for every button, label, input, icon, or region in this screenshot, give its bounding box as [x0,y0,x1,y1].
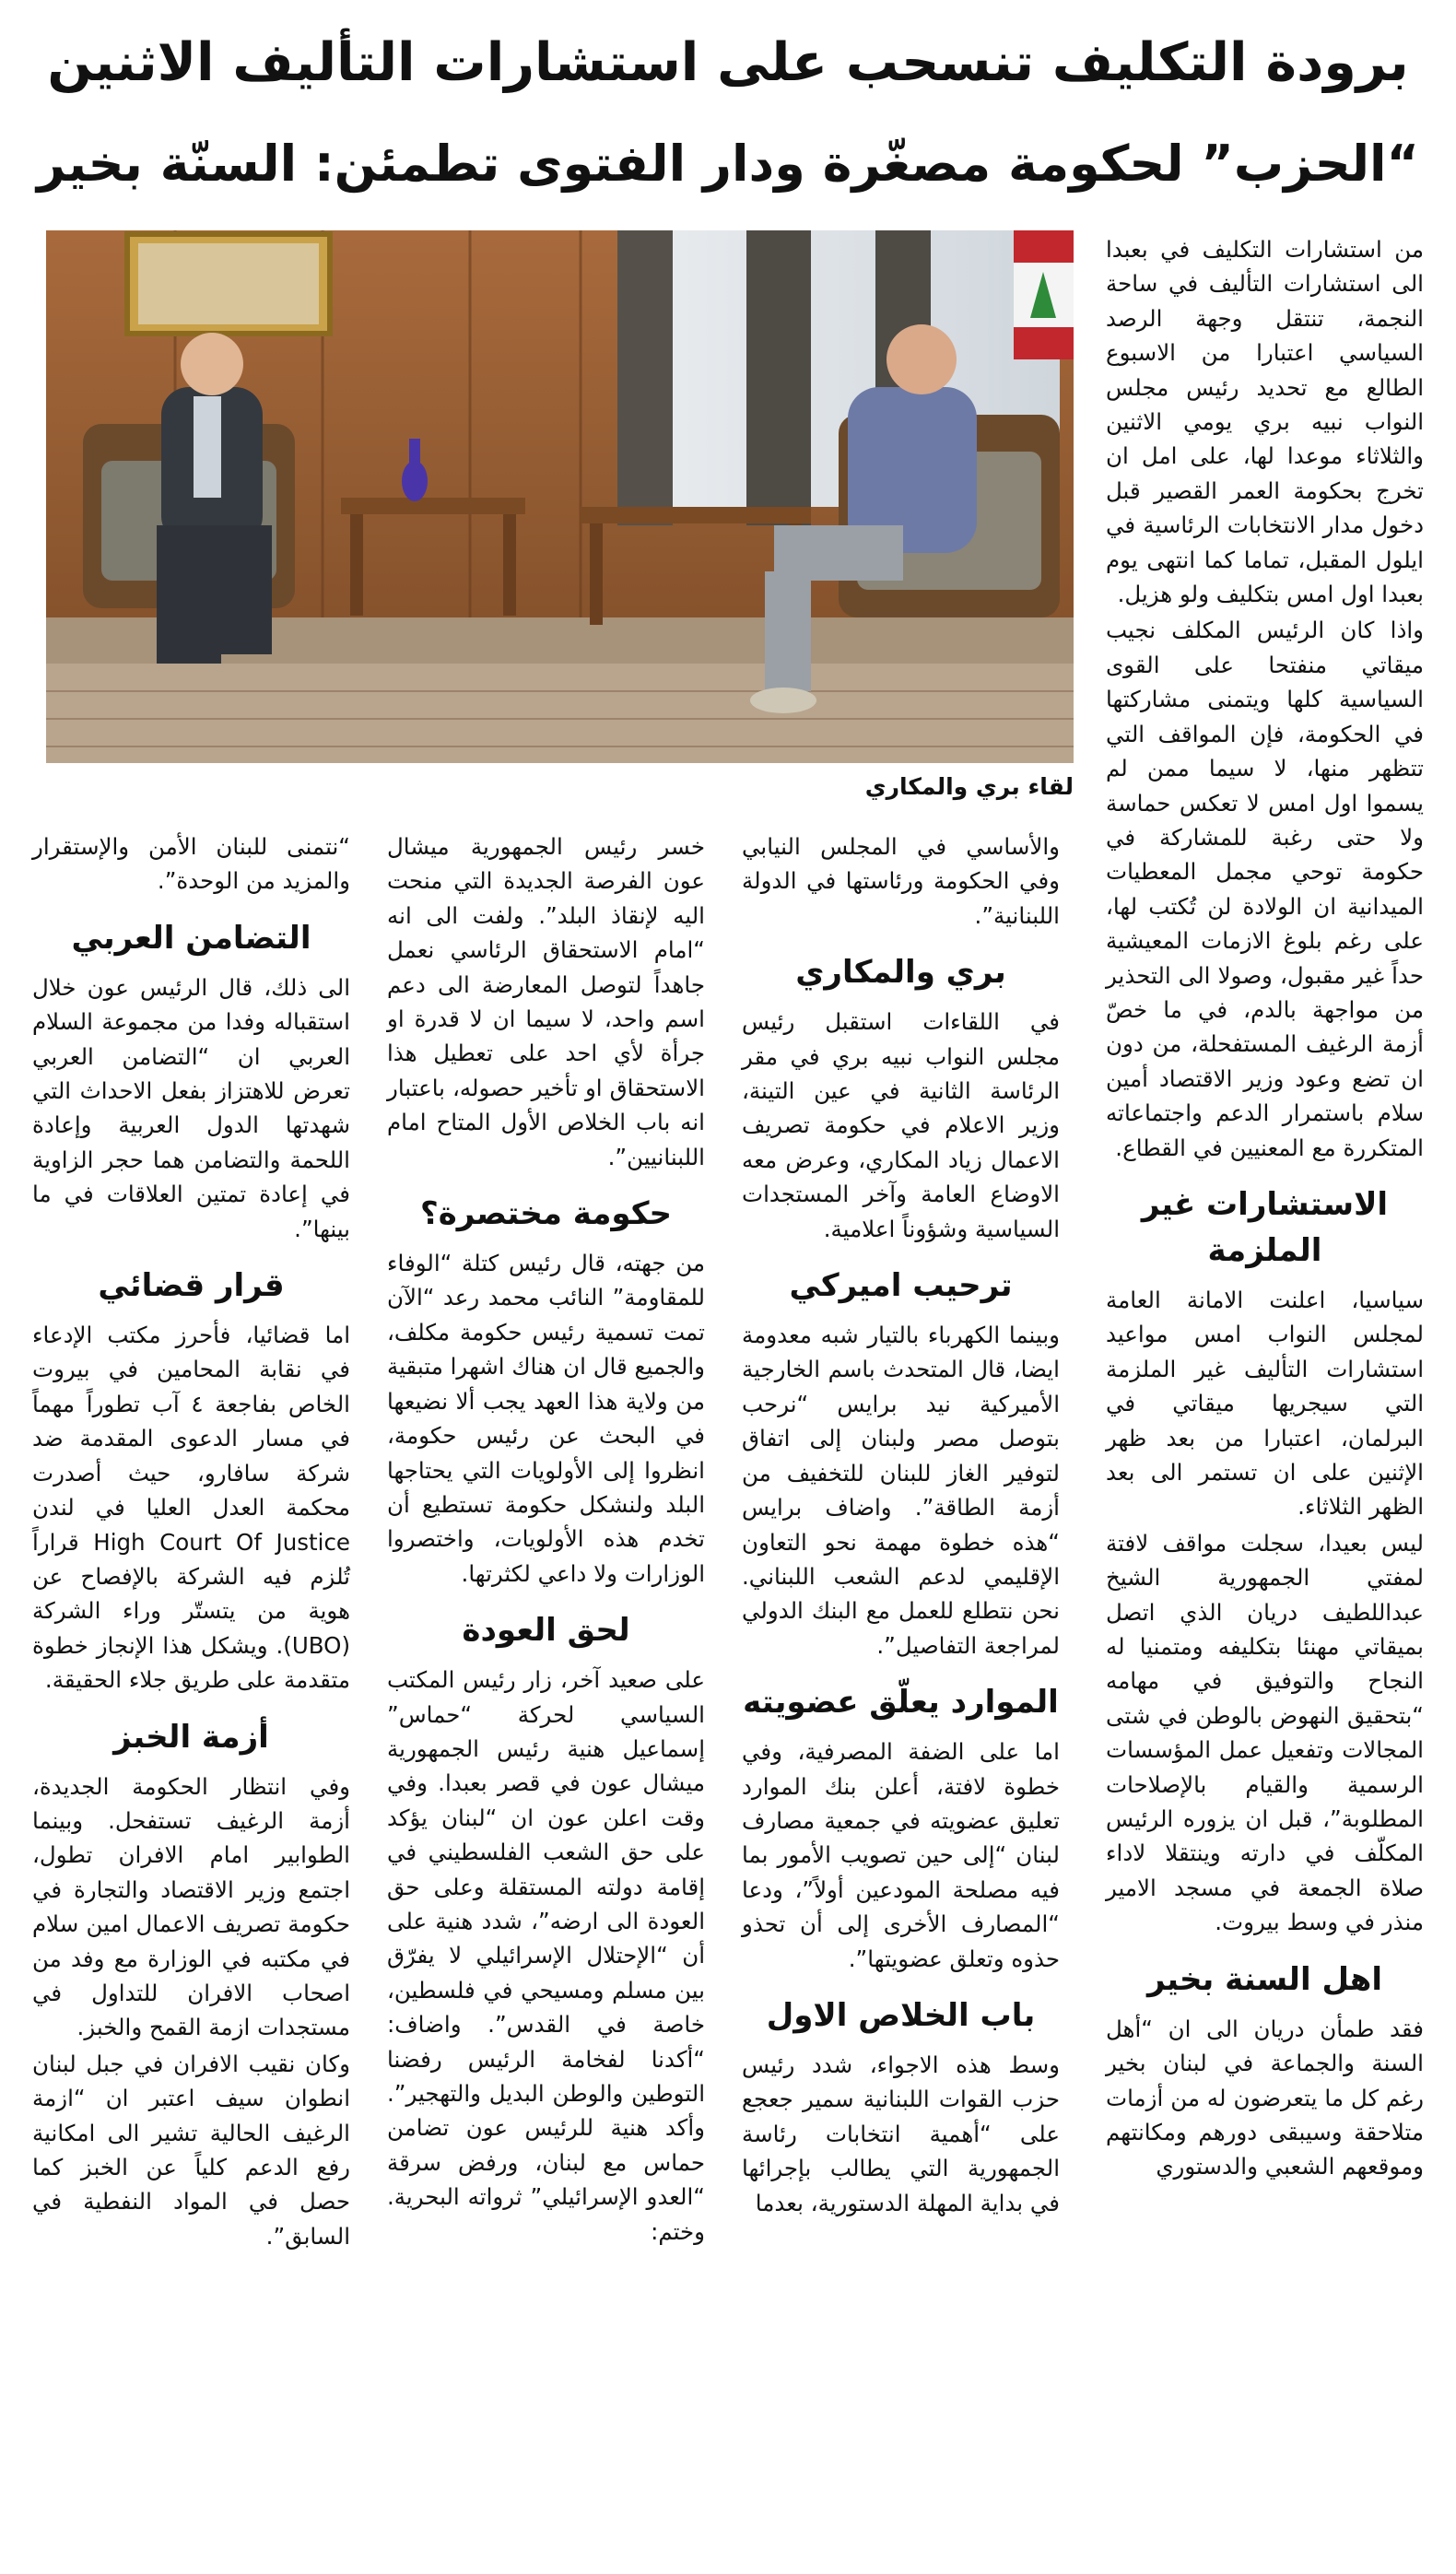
article-paragraph: فقد طمأن دريان الى ان “أهل السنة والجماعة في لبنان بخير رغم كل ما يتعرضون له من أزمات متلاحقة وسيبقى دورهم ومكانتهم وموقعهم الشعبي والدستوري [1106,2015,1424,2180]
section-heading: ترحيب اميركي [789,1267,1013,1305]
article-paragraph: من جهته، قال رئيس كتلة “الوفاء للمقاومة” النائب محمد رعد “الآن تمت تسمية رئيس حكومة مكلف، والجميع قال ان هناك اشهرا متبقية من ولاية هذا العهد يجب ألا نضيعها في البحث عن رئيس حكومة، انظروا إلى الأولويات التي يحتاجها البلد ولنشكل حكومة تستطيع أن تخدم هذه الأولويات، واختصروا الوزارات ولا داعي لكثرتها. [387,1250,705,1587]
article-paragraph: على صعيد آخر، زار رئيس المكتب السياسي لحركة “حماس” إسماعيل هنية رئيس الجمهورية ميشال عون في قصر بعبدا. وفي وقت اعلن عون ان “لبنان يؤكد على حق الشعب الفلسطيني في إقامة دولته المستقلة وعلى حق العودة الى ارضه”، شدد هنية على أن “الإحتلال الإسرائيلي لا يفرّق بين مسلم ومسيحي في فلسطين، خاصة في القدس”. واضاف: “أكدنا لفخامة الرئيس رفضنا التوطين والوطن البديل والتهجير”. وأكد هنية للرئيس عون تضامن حماس مع لبنان، ورفض سرقة “العدو الإسرائيلي” ثرواته البحرية. وختم: [387,1666,705,2245]
section-heading: بري والمكاري [795,954,1006,992]
article-paragraph: “نتمنى للبنان الأمن والإستقرار والمزيد من الوحدة”. [32,833,350,895]
headline-line-1: برودة التكليف تنسحب على استشارات التأليف الاثنين [47,32,1409,93]
article-column-4 [32,829,350,2553]
section-heading: الموارد يعلّق عضويته [743,1684,1059,1722]
article-paragraph: وسط هذه الاجواء، شدد رئيس حزب القوات اللبنانية سمير جعجع على “أهمية انتخابات رئاسة الجمهورية التي يطالب بإجرائها في بداية المهلة الدستورية، بعدما [742,2051,1060,2216]
meeting-photo [46,230,1074,763]
article-paragraph: والأساسي في المجلس النيابي وفي الحكومة ورئاستها في الدولة اللبنانية”. [742,833,1060,929]
article-paragraph: وفي انتظار الحكومة الجديدة، أزمة الرغيف تستفحل. وبينما الطوابير امام الافران تطول، اجتمع وزير الاقتصاد والتجارة في حكومة تصريف الاعمال امين سلام في مكتبه في الوزارة مع وفد من اصحاب الافران للتداول في مستجدات ازمة القمح والخبز. [32,1772,350,2041]
article-paragraph: ليس بعيدا، سجلت مواقف لافتة لمفتي الجمهورية الشيخ عبداللطيف دريان الذي اتصل بميقاتي مهنئا بتكليفه ومتمنيا له النجاح والتوفيق في مهامه “بتحقيق النهوض بالوطن في شتى المجالات وتفعيل عمل المؤسسات الرسمية والقيام بالإصلاحات المطلوبة”، قبل ان يزوره الرئيس المكلّف في دارته وينتقلا لاداء صلاة الجمعة في مسجد الامير منذر في وسط بيروت. [1106,1529,1424,1936]
article-paragraph: سياسيا، اعلنت الامانة العامة لمجلس النواب امس مواعيد استشارات التأليف غير الملزمة التي سيجريها ميقاتي في البرلمان، اعتبارا من بعد ظهر الإثنين على ان تستمر الى بعد الظهر الثلاثاء. [1106,1286,1424,1521]
meeting-photo-illustration [46,230,1074,763]
section-heading: قرار قضائي [98,1267,285,1305]
section-heading: باب الخلاص الاول [766,1996,1036,2034]
article-paragraph: من استشارات التكليف في بعبدا الى استشارات التأليف في ساحة النجمة، تنتقل وجهة الرصد السياسي اعتبارا من الاسبوع الطالع مع تحديد رئيس مجلس النواب نبيه بري يومي الاثنين والثلاثاء موعدا لها، على امل ان تخرج بحكومة العمر القصير قبل دخول مدار الانتخابات الرئاسية في ايلول المقبل، تماما كما انتهى يوم بعبدا اول امس بتكليف ولو هزيل. [1106,236,1424,608]
article-paragraph: وكان نقيب الافران في جبل لبنان انطوان سيف اعتبر ان “ازمة الرغيف الحالية تشير الى امكانية رفع الدعم كلياً عن الخبز كما حصل في المواد النفطية في السابق”. [32,2050,350,2250]
photo-caption: لقاء بري والمكاري [864,773,1074,800]
article-paragraph: خسر رئيس الجمهورية ميشال عون الفرصة الجديدة التي منحت اليه لإنقاذ البلد”. ولفت الى انه “امام الاستحقاق الرئاسي نعمل جاهداً لتوصل المعارضة الى دعم اسم واحد، لا سيما ان لا قدرة او جرأة لأي احد على تعطيل هذا الاستحقاق او تأخير حصوله، باعتبار انه باب الخلاص الأول المتاح امام اللبنانيين”. [387,833,705,1170]
article-paragraph: في اللقاءات استقبل رئيس مجلس النواب نبيه بري في مقر الرئاسة الثانية في عين التينة، وزير الاعلام في حكومة تصريف الاعمال زياد المكاري، وعرض معه الاوضاع العامة وآخر المستجدات السياسية وشؤوناً اعلامية. [742,1008,1060,1242]
article-paragraph: اما على الضفة المصرفية، وفي خطوة لافتة، أعلن بنك الموارد تعليق عضويته في جمعية مصارف لبنان “إلى حين تصويب الأمور بما فيه مصلحة المودعين أولاً”، ودعا “المصارف الأخرى إلى أن تحذو حذوه وتعلق عضويتها”. [742,1738,1060,1972]
section-heading: التضامن العربي [71,919,311,957]
article-paragraph: واذا كان الرئيس المكلف نجيب ميقاتي منفتحا على القوى السياسية كلها ويتمنى مشاركتها في الحكومة، فإن المواقف التي تتظهر منها، لا سيما ممن لم يسموا اول امس لا تعكس حماسة ولا حتى رغبة للمشاركة في حكومة توحي مجمل المعطيات الميدانية ان الولادة لن تُكتب لها، على رغم بلوغ الازمات المعيشية حداً غير مقبول، وصولا الى التحذير من مواجهة بالدم، في ما خصّ أزمة الرغيف المستفحلة، من دون ان تضع وعود وزير الاقتصاد أمين سلام باستمرار الدعم واجتماعاته المتكررة مع المعنيين في القطاع. [1106,617,1424,1161]
section-heading: الاستشارات غير الملزمة [1141,1185,1389,1269]
article-column-1 [1106,232,1424,2555]
section-heading: حكومة مختصرة؟ [420,1195,672,1233]
article-column-3 [387,829,705,2553]
headline-line-2: “الحزب” لحكومة مصغّرة ودار الفتوى تطمئن: السنّة بخير [37,135,1419,193]
article-column-2 [742,829,1060,2553]
article-paragraph: اما قضائيا، فأحرز مكتب الإدعاء في نقابة المحامين في بيروت الخاص بفاجعة ٤ آب تطوراً مهماً في مسار الدعوى المقدمة ضد شركة سافارو، حيث أصدرت محكمة العدل العليا في لندن High Court Of Justice قراراً تُلزم فيه الشركة بالإفصاح عن هوية من يتستّر وراء الشركة (UBO). ويشكل هذا الإنجاز خطوة متقدمة على طريق جلاء الحقيقة. [32,1322,350,1694]
article-paragraph: وبينما الكهرباء بالتيار شبه معدومة ايضا، قال المتحدث باسم الخارجية الأميركية نيد برايس “نرحب بتوصل مصر ولبنان إلى اتفاق لتوفير الغاز للبنان للتخفيف من أزمة الطاقة”. واضاف برايس “هذه خطوة مهمة نحو التعاون الإقليمي لدعم الشعب اللبناني. نحن نتطلع للعمل مع البنك الدولي لمراجعة التفاصيل”. [742,1322,1060,1659]
section-heading: اهل السنة بخير [1146,1960,1383,1998]
article-paragraph: الى ذلك، قال الرئيس عون خلال استقباله وفدا من مجموعة السلام العربي ان “التضامن العربي تعرض للاهتزاز بفعل الاحداث التي شهدتها الدول العربية وإعادة اللحمة والتضامن هما حجر الزاوية في إعادة تمتين العلاقات في ما بينها”. [32,973,350,1242]
section-heading: أزمة الخبز [113,1718,269,1756]
section-heading: لحق العودة [462,1612,630,1650]
